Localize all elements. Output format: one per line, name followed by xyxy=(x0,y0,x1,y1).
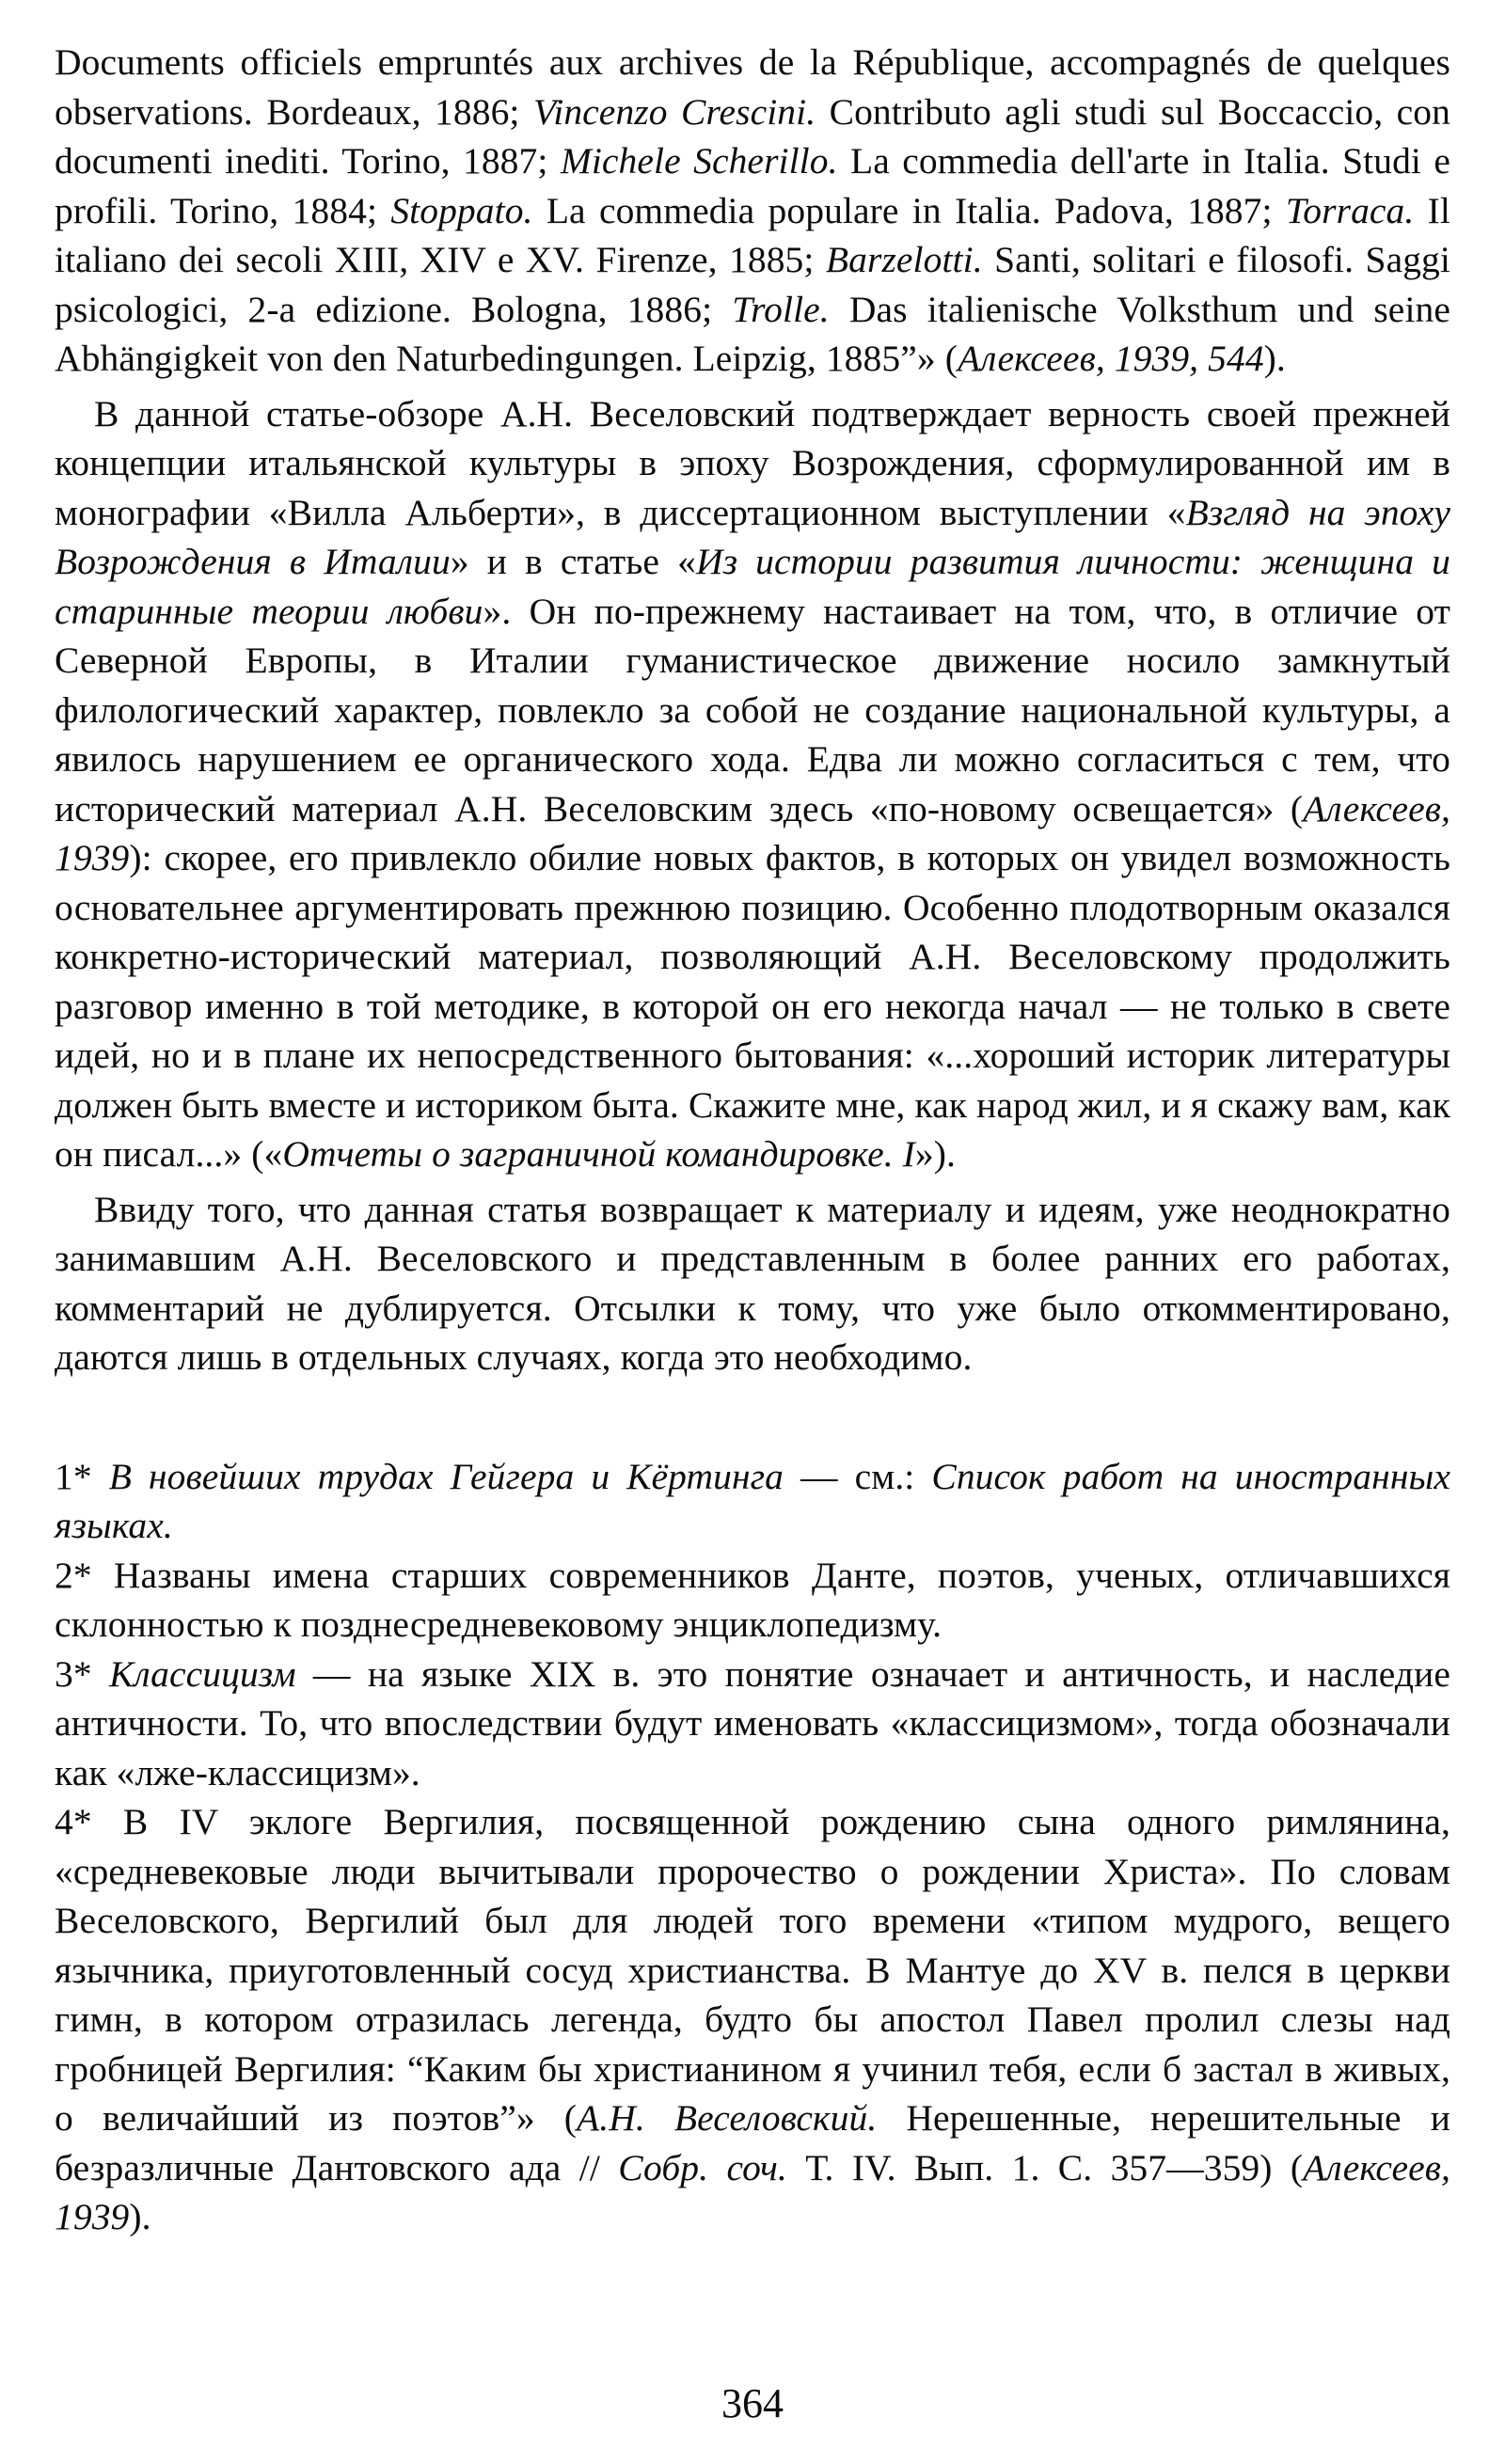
italic-run: Trolle. xyxy=(732,288,830,330)
italic-run: Алексеев, 1939 xyxy=(55,2146,1450,2237)
page-number: 364 xyxy=(721,2380,784,2426)
text-run: — см.: xyxy=(784,1455,932,1497)
text-run: Documents officiels empruntés aux archives de la République, accompagnés de quelques observations. Bordeaux, 1886; xyxy=(55,41,1450,133)
italic-run: Алексеев, 1939, 544 xyxy=(957,338,1264,379)
text-run: Ввиду того, что данная статья возвращает к материалу и идеям, уже неоднократно занимавшим А.Н. Веселовского и представленным в более ранних его работах, комментарий не дублируется. Отсылки к тому, что уже было откомментировано, даются лишь в отдельных случаях, когда это необходимо. xyxy=(55,1188,1450,1378)
italic-run: Взгляд на эпоху Возрождения в Италии xyxy=(55,491,1451,582)
text-run: 3* xyxy=(55,1652,109,1695)
paragraph xyxy=(55,1185,1450,1382)
footnote xyxy=(55,1452,1450,1551)
italic-run: Vincenzo Crescini. xyxy=(532,90,816,133)
text-run: Contributo agli studi sul Boccaccio, con documenti inediti. Torino, 1887; xyxy=(55,90,1450,182)
text-run: — на языке XIX в. это понятие означает и античность, и наследие античности. То, что впоследствии будут именовать «классицизмом», тогда обозначали как «лже-классицизм». xyxy=(55,1652,1450,1793)
text-run: ). xyxy=(1263,338,1286,379)
page-body xyxy=(55,38,1450,2242)
italic-run: Отчеты о заграничной командировке. I xyxy=(282,1133,915,1175)
text-run: La commedia populare in Italia. Padova, 1887; xyxy=(532,189,1286,231)
text-run: Das italienische Volksthum und seine Abhängigkeit von den Naturbedingungen. Leipzig, 1885”» ( xyxy=(55,288,1450,379)
text-run: Нерешенные, нерешительные и безразличные Дантовского ада // xyxy=(55,2097,1450,2188)
text-run: 2* Названы имена старших современников Данте, поэтов, ученых, отличавшихся склонностью к позднесредневековому энциклопедизму. xyxy=(55,1554,1450,1645)
text-run: ». Он по-прежнему настаивает на том, что, в отличие от Северной Европы, в Италии гуманистическое движение носило замкнутый филологический характер, повлекло за собой не создание национальной культуры, а явилось нарушением ее органического хода. Едва ли можно согласиться с тем, что исторический материал А.Н. Веселовским здесь «по-новому освещается» ( xyxy=(55,590,1451,829)
footnotes xyxy=(55,1452,1450,2242)
footnote xyxy=(55,1797,1450,2242)
italic-run: Алексеев, 1939 xyxy=(55,787,1450,878)
italic-run: Michele Scherillo. xyxy=(560,140,838,182)
paragraph xyxy=(55,389,1450,1179)
italic-run: В новейших трудах Гейгера и Кёртинга xyxy=(108,1455,784,1497)
italic-run: Список работ на иностранных языках. xyxy=(55,1455,1450,1546)
text-run: La commedia dell'arte in Italia. Studi e profili. Torino, 1884; xyxy=(55,140,1451,231)
text-run: 1* xyxy=(55,1455,109,1497)
footnote xyxy=(55,1650,1450,1798)
italic-run: Stoppato. xyxy=(390,189,533,231)
italic-run: А.Н. Веселовский. xyxy=(577,2097,878,2139)
text-run: 4* В IV эклоге Вергилия, посвященной рождению сына одного римлянина, «средневековые люди вычитывали пророчество о рождении Христа». По словам Веселовского, Вергилий был для людей того времени «типом мудрого, вещего язычника, приуготовленный сосуд христианства. В Мантуе до XV в. пелся в церкви гимн, в котором отразилась легенда, будто бы апостол Павел пролил слезы над гробницей Вергилия: “Каким бы христианином я учинил тебя, если б застал в живых, о величайший из поэтов”» ( xyxy=(55,1801,1450,2139)
text-run: » и в статье « xyxy=(450,541,696,582)
text-run: ): скорее, его привлекло обилие новых фактов, в которых он увидел возможность основательнее аргументировать прежнюю позицию. Особенно плодотворным оказался конкретно-исторический материал, позволяющий А.Н. Веселовскому продолжить разговор именно в той методике, в которой он его некогда начал — не только в свете идей, но и в плане их непосредственного бытования: «...хороший историк литературы должен быть вместе и историком быта. Скажите мне, как народ жил, и я скажу вам, как он писал...» (« xyxy=(55,837,1450,1175)
text-run: ). xyxy=(129,2196,151,2237)
paragraph xyxy=(55,38,1450,384)
text-run: Santi, solitari e filosofi. Saggi psicologici, 2-a edizione. Bologna, 1886; xyxy=(55,239,1450,330)
italic-run: Собр. соч. xyxy=(618,2146,787,2188)
text-run: В данной статье-обзоре А.Н. Веселовский подтверждает верность своей прежней концепции итальянской культуры в эпоху Возрождения, сформулированной им в монографии «Вилла Альберти», в диссертационном выступлении « xyxy=(55,392,1450,533)
footnote xyxy=(55,1551,1450,1650)
text-run: »). xyxy=(914,1133,956,1175)
text-run: Il italiano dei secoli XIII, XIV e XV. Firenze, 1885; xyxy=(55,189,1450,280)
italic-run: Barzelotti. xyxy=(825,239,983,280)
main-text xyxy=(55,38,1450,1382)
italic-run: Из истории развития личности: женщина и старинные теории любви xyxy=(55,541,1450,632)
text-run: Т. IV. Вып. 1. С. 357—359) ( xyxy=(786,2146,1304,2188)
italic-run: Torraca. xyxy=(1285,189,1415,231)
italic-run: Классицизм xyxy=(109,1652,296,1695)
